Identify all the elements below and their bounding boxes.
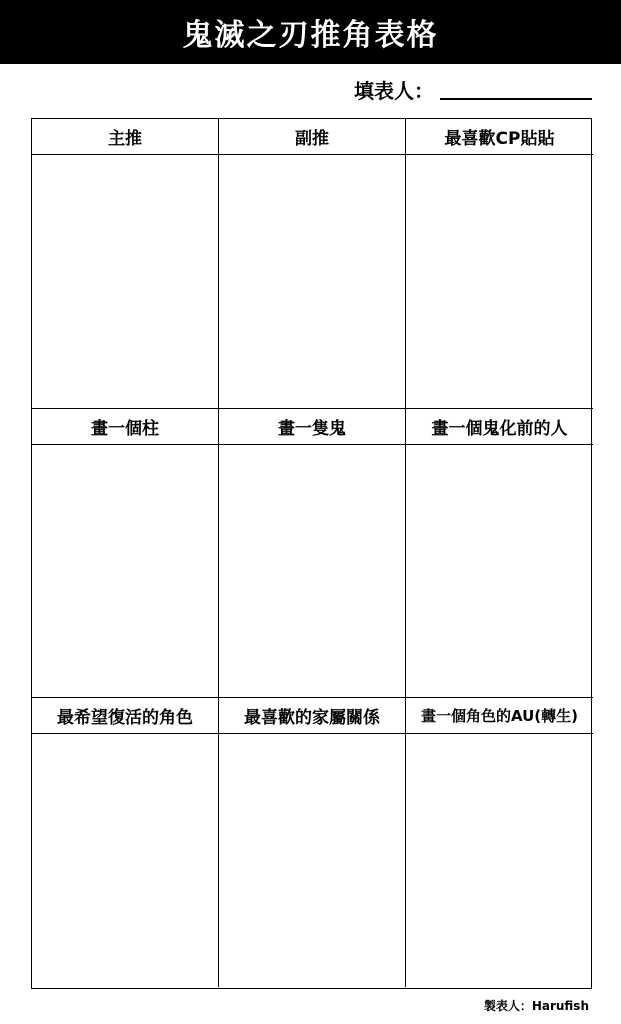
cell-revive-wish xyxy=(32,698,219,987)
credit-text: 製表人：Harufish xyxy=(483,999,589,1013)
filler-field xyxy=(354,76,592,104)
cell-second-favorite xyxy=(219,119,406,409)
filler-blank-line[interactable] xyxy=(440,98,592,100)
character-grid xyxy=(31,118,592,989)
cell-draw-hashira xyxy=(32,409,219,698)
cell-drawing-area[interactable] xyxy=(219,155,405,408)
cell-favorite-family xyxy=(219,698,406,987)
cell-drawing-area[interactable] xyxy=(32,445,218,697)
cell-main-favorite xyxy=(32,119,219,409)
cell-favorite-cp xyxy=(406,119,593,409)
cell-header: 最喜歡CP貼貼 xyxy=(406,119,593,155)
cell-drawing-area[interactable] xyxy=(406,155,593,408)
cell-drawing-area[interactable] xyxy=(219,734,405,987)
cell-drawing-area[interactable] xyxy=(406,734,593,987)
cell-drawing-area[interactable] xyxy=(32,155,218,408)
cell-header: 最希望復活的角色 xyxy=(32,698,218,734)
cell-header: 主推 xyxy=(32,119,218,155)
cell-header: 畫一個柱 xyxy=(32,409,218,445)
cell-draw-demon xyxy=(219,409,406,698)
cell-draw-au xyxy=(406,698,593,987)
cell-drawing-area[interactable] xyxy=(219,445,405,697)
cell-draw-human-before-demon xyxy=(406,409,593,698)
cell-drawing-area[interactable] xyxy=(32,734,218,987)
page-title: 鬼滅之刃推角表格 xyxy=(0,0,621,64)
cell-header: 畫一個鬼化前的人 xyxy=(406,409,593,445)
cell-header: 畫一隻鬼 xyxy=(219,409,405,445)
filler-label: 填表人： xyxy=(354,79,434,103)
cell-header: 副推 xyxy=(219,119,405,155)
cell-header: 畫一個角色的AU(轉生) xyxy=(406,698,593,734)
cell-drawing-area[interactable] xyxy=(406,445,593,697)
cell-header: 最喜歡的家屬關係 xyxy=(219,698,405,734)
